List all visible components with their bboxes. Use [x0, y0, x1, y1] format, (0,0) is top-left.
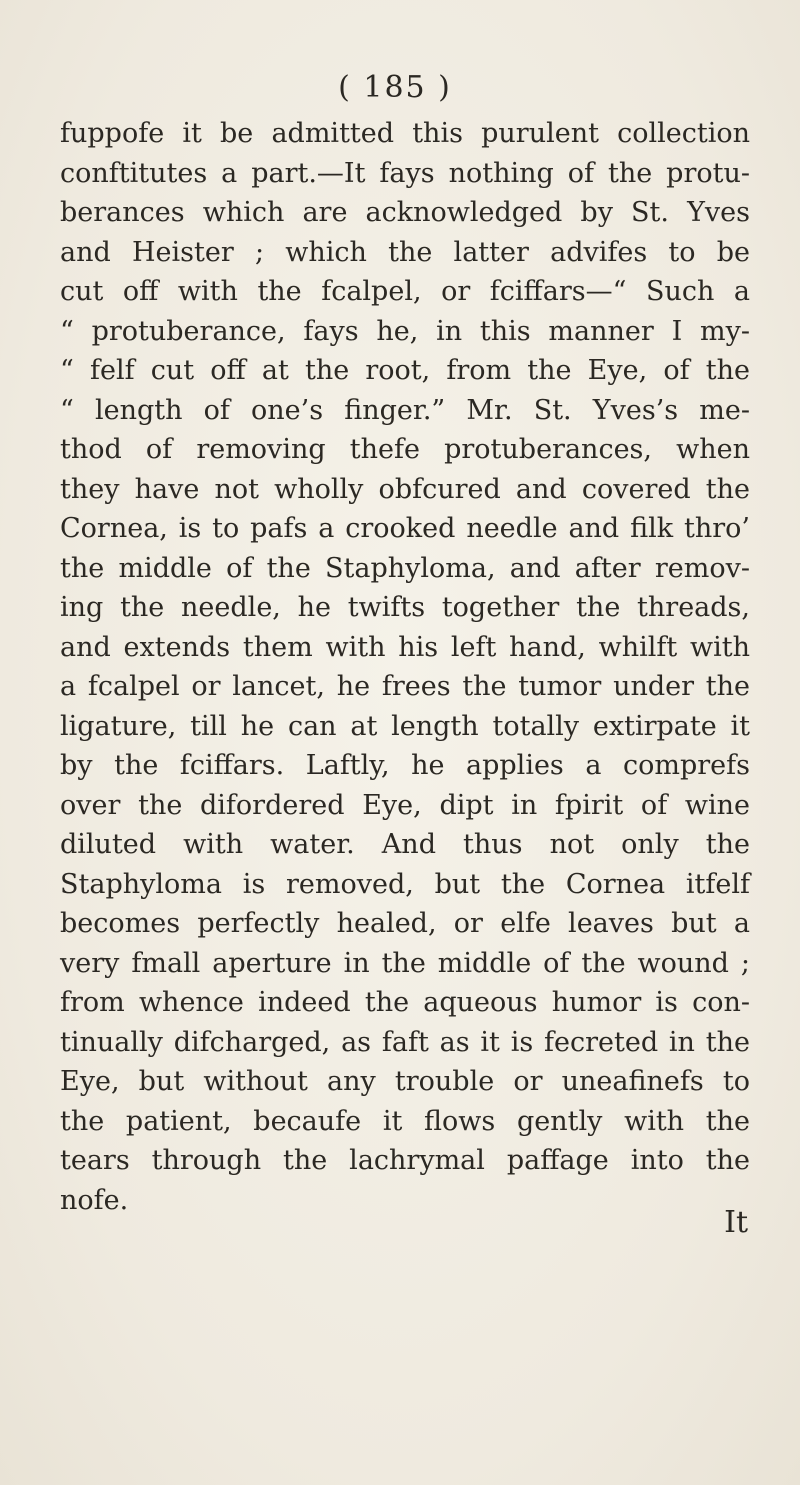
text-line: fuppofe it be admitted this purulent collection — [60, 118, 750, 149]
text-line: conftitutes a part.—It fays nothing of the protu- — [60, 157, 750, 189]
text-line: by the fciffars. Laftly, he applies a comprefs — [60, 750, 750, 781]
body-text — [60, 114, 750, 1220]
text-line: tears through the lachrymal paffage into the — [60, 1145, 750, 1176]
catchword: It — [724, 1205, 748, 1240]
text-line: “ felf cut off at the root, from the Eye, of the — [60, 355, 750, 386]
text-line: and extends them with his left hand, whilft with — [60, 631, 750, 663]
text-line: over the difordered Eye, dipt in fpirit of wine — [60, 789, 750, 821]
text-line: Staphyloma is removed, but the Cornea itfelf — [60, 868, 750, 900]
text-line: “ length of one’s finger.” Mr. St. Yves’s me- — [60, 394, 750, 426]
text-line: and Heister ; which the latter advifes to be — [60, 236, 750, 268]
text-line: the patient, becaufe it flows gently with the — [60, 1105, 750, 1137]
text-line: thod of removing thefe protuberances, when — [60, 434, 750, 465]
page-header — [0, 70, 800, 105]
text-line: ligature, till he can at length totally extirpate it — [60, 710, 750, 742]
text-line: ing the needle, he twifts together the threads, — [60, 592, 750, 623]
text-line: they have not wholly obfcured and covered the — [60, 473, 750, 505]
text-line: becomes perfectly healed, or elfe leaves but a — [60, 908, 750, 939]
text-line: berances which are acknowledged by St. Yves — [60, 197, 750, 228]
text-line: diluted with water. And thus not only the — [60, 829, 750, 860]
text-line: Cornea, is to pafs a crooked needle and filk thro’ — [60, 513, 750, 544]
text-line: nofe. — [60, 1184, 129, 1216]
text-line: cut off with the fcalpel, or fciffars—“ Such a — [60, 276, 750, 307]
text-line: very fmall aperture in the middle of the wound ; — [60, 947, 750, 979]
text-line: Eye, but without any trouble or uneafinefs to — [60, 1066, 750, 1097]
text-line: a fcalpel or lancet, he frees the tumor under the — [60, 671, 750, 702]
text-line: the middle of the Staphyloma, and after remov- — [60, 552, 750, 584]
text-line: tinually difcharged, as faft as it is fecreted in the — [60, 1026, 750, 1058]
text-line: from whence indeed the aqueous humor is con- — [60, 987, 750, 1018]
page-number: ( 185 ) — [338, 70, 452, 105]
text-line: “ protuberance, fays he, in this manner I my- — [60, 315, 750, 347]
